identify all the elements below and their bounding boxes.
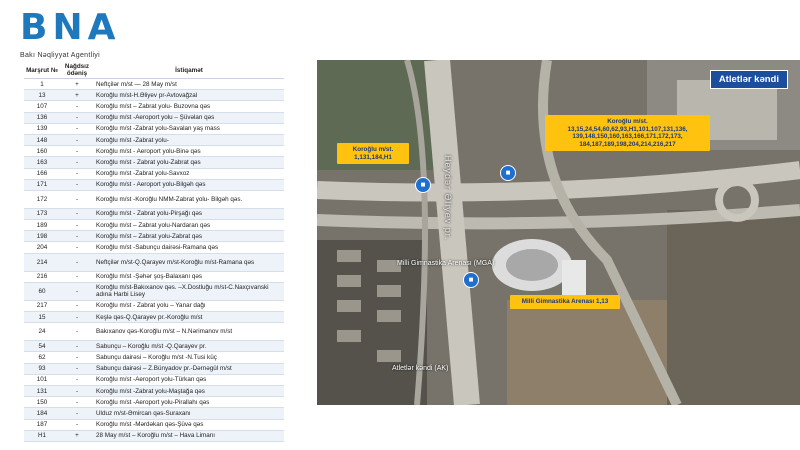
cashless-cell: - <box>60 123 94 134</box>
table-row <box>24 101 284 112</box>
cashless-cell: - <box>60 352 94 363</box>
direction-cell: Koroğlu m/st -Zabrat yolu-Maştağa qəs <box>94 385 284 396</box>
direction-cell: Keşlə qəs-Q.Qarayev pr.-Koroğlu m/st <box>94 312 284 323</box>
route-cell: 107 <box>24 101 60 112</box>
table-row <box>24 253 284 271</box>
bus-stop-icon: ■ <box>500 165 516 181</box>
cashless-cell: - <box>60 168 94 179</box>
table-row <box>24 408 284 419</box>
cashless-cell: - <box>60 253 94 271</box>
route-cell: 163 <box>24 157 60 168</box>
logo-text: BNA <box>20 7 121 48</box>
route-cell: 148 <box>24 134 60 145</box>
direction-cell: Koroğlu m/st -Aeroport yolu-Pirallahı qəs <box>94 397 284 408</box>
cashless-cell: - <box>60 112 94 123</box>
cashless-cell: - <box>60 282 94 300</box>
cashless-cell: - <box>60 408 94 419</box>
direction-cell: Koroğlu m/st – Zabrat yolu- Buzovna qəs <box>94 101 284 112</box>
direction-cell: Koroğlu m/st -Zabrat yolu-Savxoz <box>94 168 284 179</box>
direction-cell: Koroğlu m/st - Aeroport yolu-Binə qəs <box>94 146 284 157</box>
cashless-cell: - <box>60 419 94 430</box>
table-row <box>24 397 284 408</box>
route-cell: 216 <box>24 271 60 282</box>
route-cell: 15 <box>24 312 60 323</box>
direction-cell: Sabunçu dairəsi – Z.Bünyadov pr.-Dərnəgül m/st <box>94 363 284 374</box>
table-row <box>24 231 284 242</box>
direction-cell: Koroğlu m/st -Sabunçu dairəsi-Ramana qəs <box>94 242 284 253</box>
route-cell: 166 <box>24 168 60 179</box>
route-cell: 184 <box>24 408 60 419</box>
cashless-cell: - <box>60 312 94 323</box>
route-cell: H1 <box>24 430 60 441</box>
header-cashless: Nağdsız ödəniş <box>60 62 94 79</box>
table-row <box>24 363 284 374</box>
callout-koroglu-left: Koroğlu m/st. 1,131,184,H1 <box>337 143 409 164</box>
table-header-row <box>24 62 284 79</box>
table-row <box>24 430 284 441</box>
cashless-cell: - <box>60 300 94 311</box>
route-cell: 1 <box>24 79 60 90</box>
bna-logo <box>20 7 150 62</box>
route-cell: 171 <box>24 179 60 190</box>
route-cell: 172 <box>24 190 60 208</box>
table-row <box>24 341 284 352</box>
callout-koroglu-right: Koroğlu m/st. 13,15,24,54,60,62,93,H1,101,107,131,136, 139,148,150,160,163,166,171,172,173, 184,187,189,198,204,214,216,217 <box>545 115 710 151</box>
route-cell: 62 <box>24 352 60 363</box>
table-row <box>24 312 284 323</box>
direction-cell: Sabunçu – Koroğlu m/st -Q.Qarayev pr. <box>94 341 284 352</box>
label-gymnastics-arena: Milli Gimnastika Arenası (MGA) <box>397 260 495 267</box>
table-row <box>24 134 284 145</box>
cashless-cell: - <box>60 190 94 208</box>
table-row <box>24 374 284 385</box>
cashless-cell: + <box>60 79 94 90</box>
direction-cell: Neftçilər m/st-Q.Qarayev m/st-Koroğlu m/st-Ramana qəs <box>94 253 284 271</box>
direction-cell: Koroğlu m/st -Zabrat yolu-Savalan yaş mass <box>94 123 284 134</box>
table-row <box>24 79 284 90</box>
direction-cell: Ulduz m/st-Əmircan qəs-Suraxanı <box>94 408 284 419</box>
route-cell: 204 <box>24 242 60 253</box>
table-row <box>24 190 284 208</box>
direction-cell: Koroğlu m/st -Aeroport yolu – Şüvəlan qəs <box>94 112 284 123</box>
table-row <box>24 271 284 282</box>
cashless-cell: - <box>60 208 94 219</box>
satellite-map <box>317 60 800 405</box>
road-label-heydar-aliyev: Heydər Əliyev pr. <box>443 155 453 241</box>
table-row <box>24 157 284 168</box>
direction-cell: Sabunçu dairəsi – Koroğlu m/st -N.Tusi küç <box>94 352 284 363</box>
cashless-cell: - <box>60 179 94 190</box>
route-cell: 60 <box>24 282 60 300</box>
header-route: Marşrut № <box>24 62 60 79</box>
header-direction: İstiqamət <box>94 62 284 79</box>
direction-cell: Koroğlu m/st -Koroğlu NMM-Zabrat yolu- Bilgəh qəs. <box>94 190 284 208</box>
table-row <box>24 112 284 123</box>
cashless-cell: - <box>60 271 94 282</box>
direction-cell: Koroğlu m/st-Bakıxanov qəs. –X.Dostluğu m/st-C.Naxçıvanski adına Harbi Lisey <box>94 282 284 300</box>
route-cell: 150 <box>24 397 60 408</box>
cashless-cell: + <box>60 90 94 101</box>
cashless-cell: - <box>60 341 94 352</box>
table-row <box>24 242 284 253</box>
cashless-cell: - <box>60 220 94 231</box>
table-row <box>24 419 284 430</box>
direction-cell: Koroğlu m/st -Şəhər şoş-Balaxanı qəs <box>94 271 284 282</box>
bus-stop-icon: ■ <box>415 177 431 193</box>
cashless-cell: - <box>60 323 94 341</box>
route-cell: 13 <box>24 90 60 101</box>
cashless-cell: - <box>60 385 94 396</box>
direction-cell: Neftçilər m/st — 28 May m/st <box>94 79 284 90</box>
map-background <box>317 60 800 405</box>
table-row <box>24 208 284 219</box>
route-cell: 139 <box>24 123 60 134</box>
cashless-cell: - <box>60 397 94 408</box>
callout-gymnastics-arena: Milli Gimnastika Arenası 1,13 <box>510 295 620 309</box>
direction-cell: Koroğlu m/st-H.Əliyev pr-Avtovağzal <box>94 90 284 101</box>
cashless-cell: + <box>60 430 94 441</box>
route-cell: 136 <box>24 112 60 123</box>
atletler-kendi-badge: Atletlər kəndi <box>710 70 788 89</box>
direction-cell: Koroğlu m/st - Zabrat yolu-Zabrat qəs <box>94 157 284 168</box>
direction-cell: Koroğlu m/st - Aeroport yolu-Bilgəh qəs <box>94 179 284 190</box>
table-row <box>24 352 284 363</box>
table-row <box>24 220 284 231</box>
table-row <box>24 300 284 311</box>
table-row <box>24 123 284 134</box>
route-cell: 101 <box>24 374 60 385</box>
direction-cell: Koroğlu m/st – Zabrat yolu-Nardaran qəs <box>94 220 284 231</box>
route-cell: 189 <box>24 220 60 231</box>
route-cell: 173 <box>24 208 60 219</box>
direction-cell: Koroğlu m/st - Zabrat yolu-Pirşağı qəs <box>94 208 284 219</box>
direction-cell: Koroğlu m/st – Zabrat yolu-Zabrat qəs <box>94 231 284 242</box>
routes-table <box>24 62 284 442</box>
route-cell: 131 <box>24 385 60 396</box>
route-cell: 214 <box>24 253 60 271</box>
logo-subtitle: Bakı Nəqliyyat Agentliyi <box>20 52 100 59</box>
table-row <box>24 179 284 190</box>
direction-cell: 28 May m/st – Koroğlu m/st – Hava Limanı <box>94 430 284 441</box>
direction-cell: Koroğlu m/st -Aeroport yolu-Türkan qəs <box>94 374 284 385</box>
direction-cell: Koroğlu m/st -Zabrat yolu- <box>94 134 284 145</box>
direction-cell: Bakıxanov qəs-Koroğlu m/st – N.Nərimanov m/st <box>94 323 284 341</box>
cashless-cell: - <box>60 134 94 145</box>
route-cell: 198 <box>24 231 60 242</box>
route-cell: 217 <box>24 300 60 311</box>
label-athletes-village: Atletlər kəndi (AK) <box>392 365 449 372</box>
route-cell: 54 <box>24 341 60 352</box>
route-cell: 160 <box>24 146 60 157</box>
table-row <box>24 90 284 101</box>
route-cell: 24 <box>24 323 60 341</box>
route-cell: 93 <box>24 363 60 374</box>
cashless-cell: - <box>60 146 94 157</box>
cashless-cell: - <box>60 363 94 374</box>
cashless-cell: - <box>60 242 94 253</box>
route-cell: 187 <box>24 419 60 430</box>
cashless-cell: - <box>60 231 94 242</box>
table-row <box>24 146 284 157</box>
cashless-cell: - <box>60 101 94 112</box>
cashless-cell: - <box>60 374 94 385</box>
direction-cell: Koroğlu m/st -Mərdəkan qəs-Şüvə qəs <box>94 419 284 430</box>
cashless-cell: - <box>60 157 94 168</box>
bus-stop-icon: ■ <box>463 272 479 288</box>
table-row <box>24 385 284 396</box>
table-row <box>24 323 284 341</box>
table-row <box>24 168 284 179</box>
table-row <box>24 282 284 300</box>
direction-cell: Koroğlu m/st - Zabrat yolu – Yanar dağı <box>94 300 284 311</box>
